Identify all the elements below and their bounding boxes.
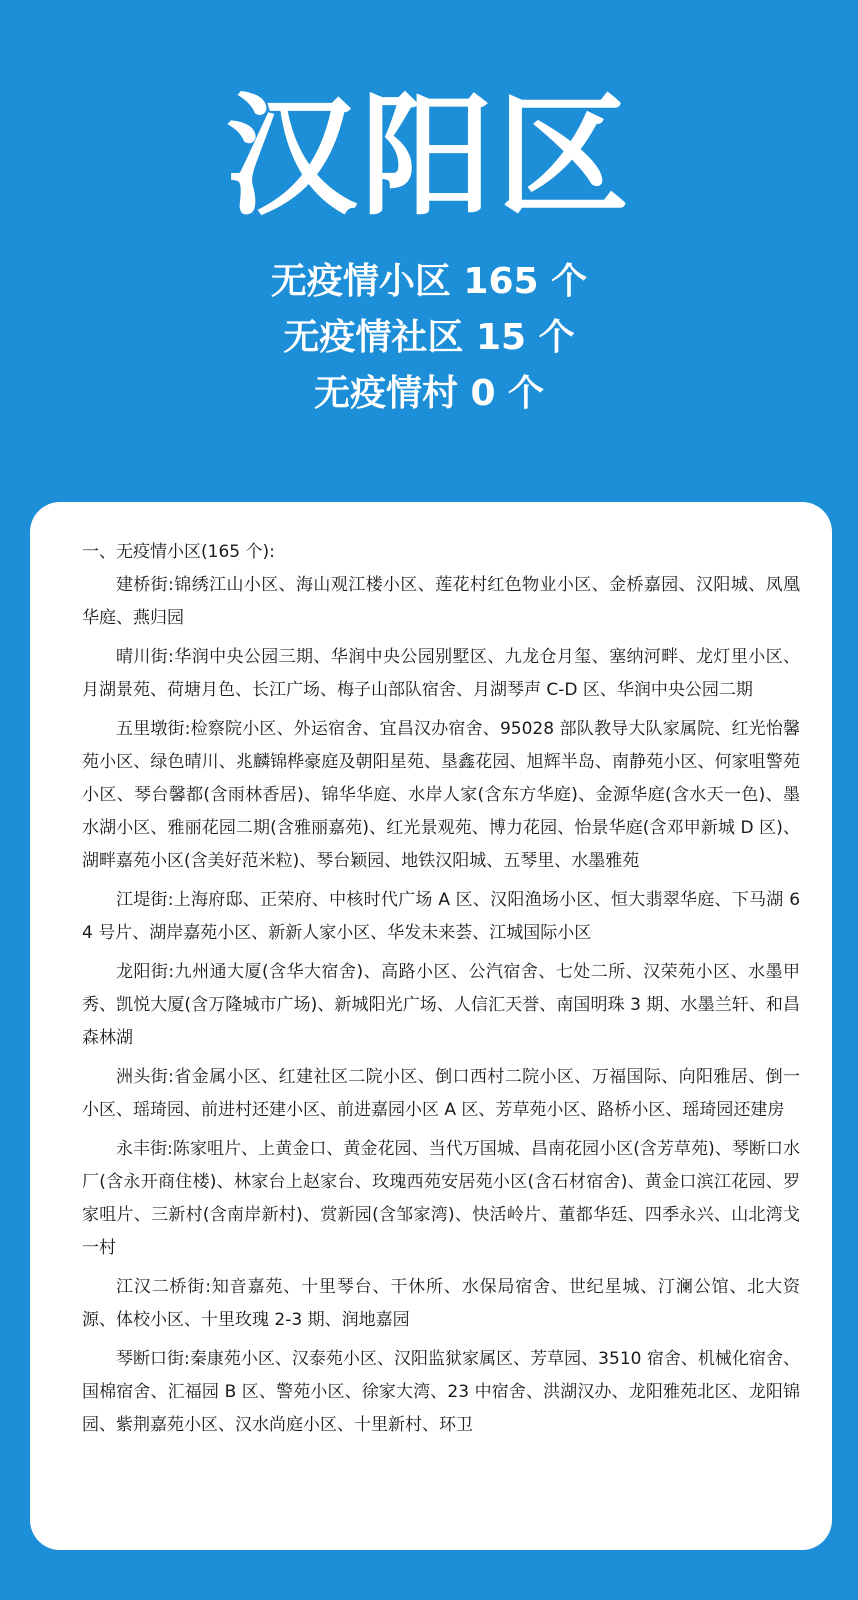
street-paragraph (82, 1271, 800, 1337)
street-paragraph (82, 1343, 800, 1442)
section-heading: 一、无疫情小区(165 个): (82, 542, 275, 562)
street-text: 秦康苑小区、汉泰苑小区、汉阳监狱家属区、芳草园、3510 宿舍、机械化宿舍、国棉宿舍、汇福园 B 区、警苑小区、徐家大湾、23 中宿舍、洪湖汉办、龙阳雅苑北区、龙阳锦园、紫荆嘉苑小区、汉水尚庭小区、十里新村、环卫 (82, 1349, 800, 1435)
district-title: 汉阳区 (225, 80, 633, 234)
street-name: 建桥街: (116, 575, 174, 595)
stat-communities: 无疫情社区 15 个 (283, 317, 575, 358)
content-text (82, 536, 800, 1448)
street-name: 江汉二桥街: (116, 1277, 211, 1297)
street-text: 九州通大厦(含华大宿舍)、高路小区、公汽宿舍、七处二所、汉荣苑小区、水墨甲秀、凯悦大厦(含万隆城市广场)、新城阳光广场、人信汇天誉、南国明珠 3 期、水墨兰轩、和昌森林湖 (82, 962, 800, 1048)
stat-villages: 无疫情村 0 个 (313, 373, 545, 414)
street-name: 龙阳街: (116, 962, 175, 982)
street-name: 江堤街: (116, 890, 174, 910)
street-paragraph (82, 641, 800, 707)
street-name: 洲头街: (116, 1067, 174, 1087)
street-paragraph (82, 884, 800, 950)
street-paragraph (82, 956, 800, 1055)
street-name: 琴断口街: (116, 1349, 190, 1369)
street-name: 晴川街: (116, 647, 174, 667)
street-name: 五里墩街: (116, 719, 191, 739)
street-paragraph (82, 569, 800, 635)
street-paragraph (82, 713, 800, 878)
street-paragraph (82, 1133, 800, 1265)
street-text: 上海府邸、正荣府、中核时代广场 A 区、汉阳渔场小区、恒大翡翠华庭、下马湖 64 号片、湖岸嘉苑小区、新新人家小区、华发未来荟、江城国际小区 (82, 890, 801, 943)
street-name: 永丰街: (116, 1139, 173, 1159)
street-text: 省金属小区、红建社区二院小区、倒口西村二院小区、万福国际、向阳雅居、倒一小区、瑶琦园、前进村还建小区、前进嘉园小区 A 区、芳草苑小区、路桥小区、瑶琦园还建房 (82, 1067, 800, 1120)
stats-block (0, 254, 858, 422)
street-text: 知音嘉苑、十里琴台、干休所、水保局宿舍、世纪星城、汀澜公馆、北大资源、体校小区、十里玫瑰 2-3 期、润地嘉园 (82, 1277, 801, 1330)
street-text: 华润中央公园三期、华润中央公园别墅区、九龙仓月玺、塞纳河畔、龙灯里小区、月湖景苑、荷塘月色、长江广场、梅子山部队宿舍、月湖琴声 C-D 区、华润中央公园二期 (82, 647, 800, 700)
street-text: 陈家咀片、上黄金口、黄金花园、当代万国城、昌南花园小区(含芳草苑)、琴断口水厂(含永开商住楼)、林家台上赵家台、玫瑰西苑安居苑小区(含石材宿舍)、黄金口滨江花园、罗家咀片、三新村(含南岸新村)、赏新园(含邹家湾)、快活岭片、董都华廷、四季永兴、山北湾戈一村 (82, 1139, 800, 1258)
content-card (30, 502, 832, 1550)
stat-communities-small: 无疫情小区 165 个 (270, 261, 588, 302)
street-paragraph (82, 1061, 800, 1127)
street-text: 检察院小区、外运宿舍、宜昌汉办宿舍、95028 部队教导大队家属院、红光怡馨苑小区、绿色晴川、兆麟锦桦豪庭及朝阳星苑、垦鑫花园、旭辉半岛、南静苑小区、何家咀警苑小区、琴台馨都(含雨林香居)、锦华华庭、水岸人家(含东方华庭)、金源华庭(含水天一色)、墨水湖小区、雅丽花园二期(含雅丽嘉苑)、红光景观苑、博力花园、怡景华庭(含邓甲新城 D 区)、湖畔嘉苑小区(含美好范米粒)、琴台颖园、地铁汉阳城、五琴里、水墨雅苑 (82, 719, 800, 871)
street-text: 锦绣江山小区、海山观江楼小区、莲花村红色物业小区、金桥嘉园、汉阳城、凤凰华庭、燕归园 (82, 575, 800, 628)
